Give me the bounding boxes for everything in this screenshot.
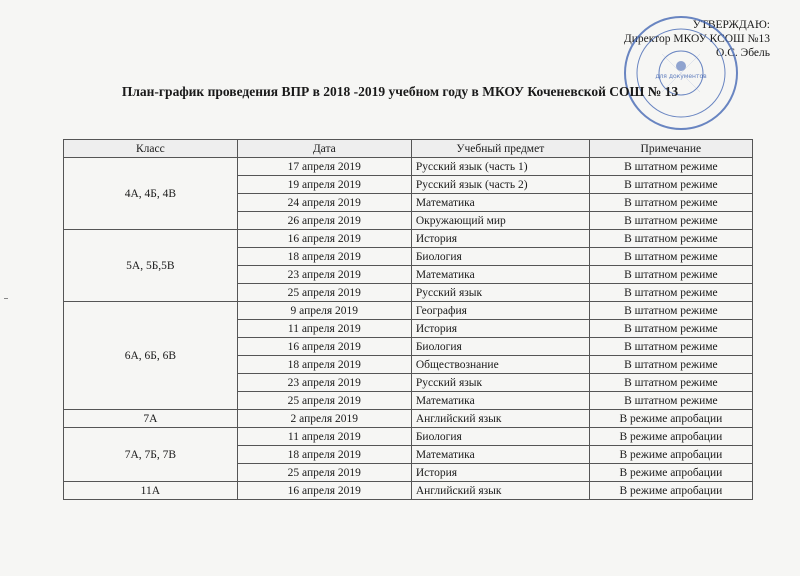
note-cell: В штатном режиме [589,176,752,194]
date-cell: 25 апреля 2019 [237,464,411,482]
table-row [64,482,753,500]
note-cell: В режиме апробации [589,446,752,464]
table-row [64,428,753,446]
note-cell: В штатном режиме [589,302,752,320]
subject-cell: Математика [411,392,589,410]
date-cell: 26 апреля 2019 [237,212,411,230]
header-class: Класс [64,140,238,158]
date-cell: 9 апреля 2019 [237,302,411,320]
subject-cell: История [411,230,589,248]
note-cell: В штатном режиме [589,374,752,392]
class-cell: 7А, 7Б, 7В [64,428,238,482]
date-cell: 25 апреля 2019 [237,284,411,302]
date-cell: 18 апреля 2019 [237,356,411,374]
table-row [64,302,753,320]
margin-mark [4,298,8,299]
approval-heading: УТВЕРЖДАЮ: [692,19,770,31]
note-cell: В штатном режиме [589,338,752,356]
note-cell: В штатном режиме [589,320,752,338]
subject-cell: История [411,464,589,482]
note-cell: В штатном режиме [589,392,752,410]
date-cell: 16 апреля 2019 [237,338,411,356]
subject-cell: Биология [411,428,589,446]
table-row [64,410,753,428]
subject-cell: Обществознание [411,356,589,374]
date-cell: 18 апреля 2019 [237,446,411,464]
subject-cell: Биология [411,248,589,266]
subject-cell: Биология [411,338,589,356]
header-date: Дата [237,140,411,158]
date-cell: 24 апреля 2019 [237,194,411,212]
subject-cell: Математика [411,194,589,212]
subject-cell: Английский язык [411,410,589,428]
page-title: План-график проведения ВПР в 2018 -2019 учебном году в МКОУ Коченевской СОШ № 13 [121,84,679,99]
note-cell: В штатном режиме [589,266,752,284]
table-header-row [64,140,753,158]
note-cell: В штатном режиме [589,356,752,374]
approval-signatory: О.С. Эбель [716,47,770,59]
subject-cell: География [411,302,589,320]
note-cell: В штатном режиме [589,248,752,266]
subject-cell: Математика [411,266,589,284]
note-cell: В режиме апробации [589,410,752,428]
subject-cell: Русский язык (часть 1) [411,158,589,176]
class-cell: 4А, 4Б, 4В [64,158,238,230]
date-cell: 2 апреля 2019 [237,410,411,428]
date-cell: 16 апреля 2019 [237,230,411,248]
date-cell: 11 апреля 2019 [237,320,411,338]
subject-cell: Математика [411,446,589,464]
date-cell: 25 апреля 2019 [237,392,411,410]
subject-cell: Окружающий мир [411,212,589,230]
note-cell: В штатном режиме [589,194,752,212]
date-cell: 16 апреля 2019 [237,482,411,500]
table-row [64,158,753,176]
date-cell: 23 апреля 2019 [237,374,411,392]
header-note: Примечание [589,140,752,158]
note-cell: В режиме апробации [589,428,752,446]
note-cell: В штатном режиме [589,212,752,230]
seal-stamp-icon [622,14,740,132]
header-subject: Учебный предмет [411,140,589,158]
subject-cell: История [411,320,589,338]
note-cell: В штатном режиме [589,230,752,248]
stamp-center-text: для документов [655,73,707,80]
note-cell: В режиме апробации [589,482,752,500]
class-cell: 7А [64,410,238,428]
table-row [64,230,753,248]
subject-cell: Русский язык [411,374,589,392]
class-cell: 6А, 6Б, 6В [64,302,238,410]
date-cell: 17 апреля 2019 [237,158,411,176]
table-body [64,158,753,500]
note-cell: В режиме апробации [589,464,752,482]
subject-cell: Русский язык (часть 2) [411,176,589,194]
class-cell: 5А, 5Б,5В [64,230,238,302]
date-cell: 18 апреля 2019 [237,248,411,266]
subject-cell: Русский язык [411,284,589,302]
approval-position: Директор МКОУ КСОШ №13 [623,33,770,45]
class-cell: 11А [64,482,238,500]
date-cell: 19 апреля 2019 [237,176,411,194]
note-cell: В штатном режиме [589,284,752,302]
note-cell: В штатном режиме [589,158,752,176]
schedule-table [63,139,753,500]
date-cell: 23 апреля 2019 [237,266,411,284]
date-cell: 11 апреля 2019 [237,428,411,446]
subject-cell: Английский язык [411,482,589,500]
